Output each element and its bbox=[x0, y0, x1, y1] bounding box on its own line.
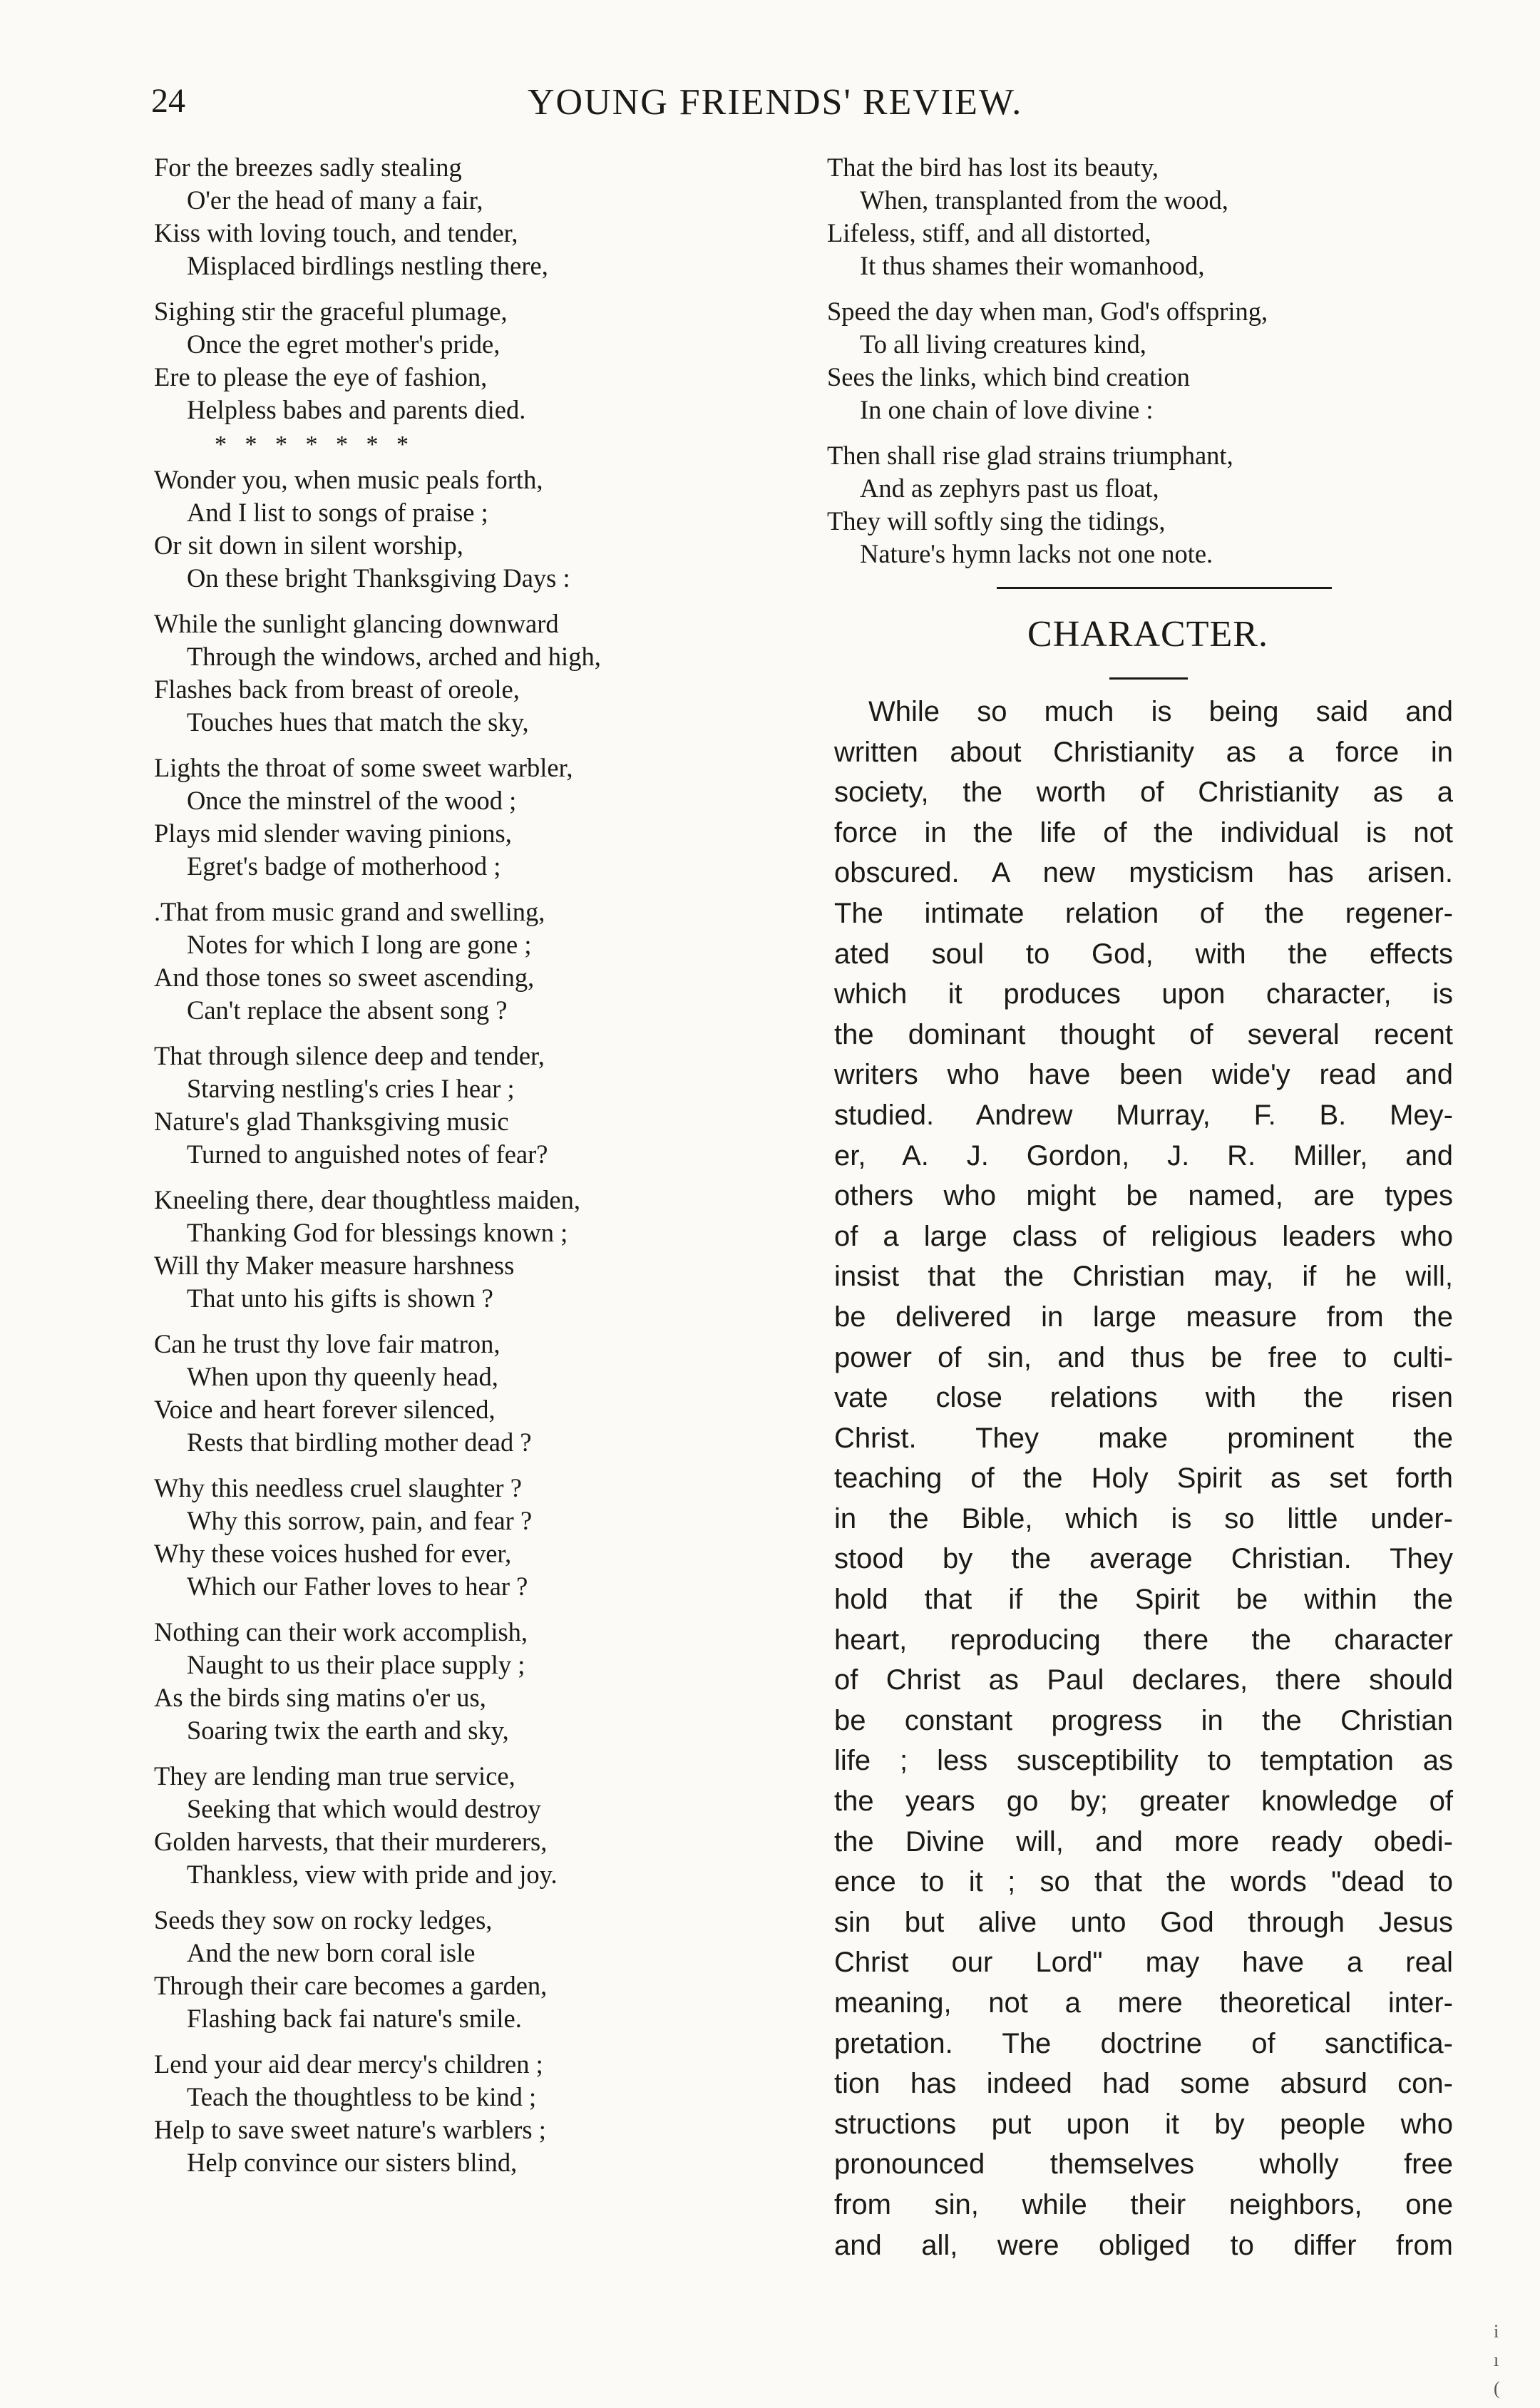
poem-line: Touches hues that match the sky, bbox=[187, 707, 529, 737]
poem_left-stanza bbox=[154, 1904, 796, 2035]
poem-line: O'er the head of many a fair, bbox=[187, 185, 483, 215]
poem-line: Notes for which I long are gone ; bbox=[187, 930, 532, 959]
article-line: er, A. J. Gordon, J. R. Miller, and bbox=[834, 1139, 1453, 1172]
margin-mark-1: i bbox=[1494, 2321, 1499, 2342]
poem-line: Thanking God for blessings known ; bbox=[187, 1218, 568, 1247]
poem_right-stanza bbox=[827, 439, 1469, 570]
poem-line: Flashes back from breast of oreole, bbox=[154, 675, 520, 704]
article-body bbox=[834, 692, 1453, 2265]
poem-line: They are lending man true service, bbox=[154, 1761, 515, 1790]
article-line: structions put upon it by people who bbox=[834, 2108, 1453, 2140]
poem-line: It thus shames their womanhood, bbox=[860, 251, 1205, 280]
poem_right-stanza bbox=[827, 151, 1469, 282]
article-line: life ; less susceptibility to temptation as bbox=[834, 1745, 1453, 1777]
poem-line: Kiss with loving touch, and tender, bbox=[154, 218, 518, 247]
article-line: from sin, while their neighbors, one bbox=[834, 2188, 1453, 2220]
poem-line: Rests that birdling mother dead ? bbox=[187, 1428, 532, 1457]
poem-line: Which our Father loves to hear ? bbox=[187, 1572, 528, 1601]
poem_left-stanza bbox=[154, 1760, 796, 1891]
article-line: of a large class of religious leaders who bbox=[834, 1220, 1453, 1252]
article-line: tion has indeed had some absurd con- bbox=[834, 2068, 1453, 2100]
article-heading: CHARACTER. bbox=[1027, 614, 1268, 655]
article-line: power of sin, and thus be free to culti- bbox=[834, 1341, 1453, 1373]
page-number: 24 bbox=[151, 82, 185, 120]
poem-line: Sighing stir the graceful plumage, bbox=[154, 297, 508, 326]
poem-line: Sees the links, which bind creation bbox=[827, 362, 1190, 391]
poem-line: They will softly sing the tidings, bbox=[827, 506, 1166, 536]
article-line: the years go by; greater knowledge of bbox=[834, 1785, 1453, 1818]
poem-line: Why this needless cruel slaughter ? bbox=[154, 1473, 522, 1502]
poem-line: Once the minstrel of the wood ; bbox=[187, 786, 517, 815]
poem-line: Then shall rise glad strains triumphant, bbox=[827, 441, 1233, 470]
poem-line: Through the windows, arched and high, bbox=[187, 642, 601, 671]
poem-line: Naught to us their place supply ; bbox=[187, 1650, 525, 1679]
poem-left-column bbox=[154, 151, 796, 2192]
poem-line: Lifeless, stiff, and all distorted, bbox=[827, 218, 1151, 247]
article-line: written about Christianity as a force in bbox=[834, 736, 1453, 768]
poem-line: Soaring twix the earth and sky, bbox=[187, 1716, 509, 1745]
poem-line: Help to save sweet nature's warblers ; bbox=[154, 2115, 546, 2144]
poem-line: Starving nestling's cries I hear ; bbox=[187, 1074, 515, 1103]
margin-mark-2: ı bbox=[1494, 2350, 1499, 2370]
poem-line: That unto his gifts is shown ? bbox=[187, 1284, 493, 1313]
poem-line: That through silence deep and tender, bbox=[154, 1041, 545, 1070]
poem_left-stanza bbox=[154, 1040, 796, 1171]
poem-line: Speed the day when man, God's offspring, bbox=[827, 297, 1268, 326]
poem-line: Nothing can their work accomplish, bbox=[154, 1617, 528, 1646]
article-line: the dominant thought of several recent bbox=[834, 1018, 1453, 1050]
poem-line: Turned to anguished notes of fear? bbox=[187, 1139, 548, 1169]
poem-line: Lend your aid dear mercy's children ; bbox=[154, 2049, 543, 2079]
poem-line: Flashing back fai nature's smile. bbox=[187, 2004, 522, 2033]
article-line: in the Bible, which is so little under- bbox=[834, 1502, 1453, 1535]
poem-line: Lights the throat of some sweet warbler, bbox=[154, 753, 573, 782]
section-break-asterisks: * * * * * * * bbox=[215, 431, 409, 458]
poem-line: Why these voices hushed for ever, bbox=[154, 1539, 512, 1568]
poem-line: Help convince our sisters blind, bbox=[187, 2148, 518, 2177]
poem-line: And I list to songs of praise ; bbox=[187, 498, 488, 527]
poem-line: Thankless, view with pride and joy. bbox=[187, 1860, 558, 1889]
poem_left-stanza bbox=[154, 1472, 796, 1603]
poem_left-stanza bbox=[154, 1328, 796, 1459]
poem-line: Teach the thoughtless to be kind ; bbox=[187, 2082, 537, 2111]
article-line: obscured. A new mysticism has arisen. bbox=[834, 857, 1453, 889]
article-line: Christ our Lord" may have a real bbox=[834, 1947, 1453, 1979]
poem-line: Seeds they sow on rocky ledges, bbox=[154, 1905, 493, 1935]
article-line: heart, reproducing there the character bbox=[834, 1624, 1453, 1656]
article-line: ence to it ; so that the words "dead to bbox=[834, 1866, 1453, 1898]
article-line: While so much is being said and bbox=[868, 696, 1453, 727]
poem-line: And as zephyrs past us float, bbox=[860, 473, 1159, 503]
poem-line: As the birds sing matins o'er us, bbox=[154, 1683, 486, 1712]
poem-line: And the new born coral isle bbox=[187, 1938, 476, 1967]
poem_left-stanza bbox=[154, 2048, 796, 2179]
article-line: of Christ as Paul declares, there should bbox=[834, 1664, 1453, 1696]
poem-line: And those tones so sweet ascending, bbox=[154, 963, 535, 992]
poem-line: That the bird has lost its beauty, bbox=[827, 153, 1159, 182]
poem-line: Once the egret mother's pride, bbox=[187, 329, 500, 359]
article-line: others who might be named, are types bbox=[834, 1180, 1453, 1212]
poem-line: Can he trust thy love fair matron, bbox=[154, 1329, 500, 1358]
poem-line: Can't replace the absent song ? bbox=[187, 995, 508, 1025]
poem-line: Ere to please the eye of fashion, bbox=[154, 362, 488, 391]
poem_left-stanza bbox=[154, 608, 796, 739]
poem-line: Golden harvests, that their murderers, bbox=[154, 1827, 548, 1856]
poem_left-stanza bbox=[154, 463, 796, 595]
poem-line: For the breezes sadly stealing bbox=[154, 153, 462, 182]
poem-line: Egret's badge of motherhood ; bbox=[187, 851, 501, 881]
poem_left-stanza bbox=[154, 295, 796, 426]
article-line: vate close relations with the risen bbox=[834, 1382, 1453, 1414]
poem-line: Plays mid slender waving pinions, bbox=[154, 819, 512, 848]
poem-line: On these bright Thanksgiving Days : bbox=[187, 563, 570, 593]
article-line: meaning, not a mere theoretical inter- bbox=[834, 1987, 1453, 2019]
poem-line: Seeking that which would destroy bbox=[187, 1794, 541, 1823]
poem_left-stanza bbox=[154, 1184, 796, 1315]
poem-line: To all living creatures kind, bbox=[860, 329, 1146, 359]
article-line: insist that the Christian may, if he will, bbox=[834, 1261, 1453, 1293]
poem-line: Voice and heart forever silenced, bbox=[154, 1395, 496, 1424]
article-line: hold that if the Spirit be within the bbox=[834, 1584, 1453, 1616]
poem-line: Helpless babes and parents died. bbox=[187, 395, 526, 424]
heading-underline bbox=[1109, 677, 1188, 680]
poem_left-stanza bbox=[154, 1616, 796, 1747]
poem_left-stanza bbox=[154, 896, 796, 1027]
article-line: which it produces upon character, is bbox=[834, 978, 1453, 1010]
poem-line: Nature's hymn lacks not one note. bbox=[860, 539, 1213, 568]
article-line: and all, were obliged to differ from bbox=[834, 2229, 1453, 2261]
article-line: teaching of the Holy Spirit as set forth bbox=[834, 1462, 1453, 1495]
poem-line: While the sunlight glancing downward bbox=[154, 609, 559, 638]
margin-marks bbox=[1494, 2317, 1508, 2403]
poem-line: Will thy Maker measure harshness bbox=[154, 1251, 515, 1280]
article-line: be constant progress in the Christian bbox=[834, 1704, 1453, 1736]
poem-line: When upon thy queenly head, bbox=[187, 1362, 498, 1391]
article-line: pretation. The doctrine of sanctifica- bbox=[834, 2027, 1453, 2059]
poem-right-column bbox=[827, 151, 1469, 583]
poem-line: .That from music grand and swelling, bbox=[154, 897, 545, 926]
article-line: be delivered in large measure from the bbox=[834, 1301, 1453, 1333]
running-title: YOUNG FRIENDS' REVIEW. bbox=[528, 82, 1023, 123]
section-divider bbox=[997, 587, 1332, 589]
poem-line: Wonder you, when music peals forth, bbox=[154, 465, 543, 494]
poem-line: Misplaced birdlings nestling there, bbox=[187, 251, 548, 280]
poem-line: When, transplanted from the wood, bbox=[860, 185, 1228, 215]
article-line: sin but alive unto God through Jesus bbox=[834, 1906, 1453, 1938]
poem-line: Or sit down in silent worship, bbox=[154, 531, 463, 560]
poem-line: Nature's glad Thanksgiving music bbox=[154, 1107, 509, 1136]
poem-line: In one chain of love divine : bbox=[860, 395, 1154, 424]
poem_right-stanza bbox=[827, 295, 1469, 426]
article-line: pronounced themselves wholly free bbox=[834, 2148, 1453, 2181]
article-line: force in the life of the individual is not bbox=[834, 816, 1453, 849]
poem-line: Through their care becomes a garden, bbox=[154, 1971, 548, 2000]
poem-line: Kneeling there, dear thoughtless maiden, bbox=[154, 1185, 581, 1214]
article-line: writers who have been wide'y read and bbox=[834, 1059, 1453, 1091]
article-line: the Divine will, and more ready obedi- bbox=[834, 1825, 1453, 1858]
article-line: ated soul to God, with the effects bbox=[834, 938, 1453, 970]
article-line: studied. Andrew Murray, F. B. Mey- bbox=[834, 1099, 1453, 1131]
article-line: Christ. They make prominent the bbox=[834, 1422, 1453, 1454]
poem_left-stanza bbox=[154, 151, 796, 282]
article-line: society, the worth of Christianity as a bbox=[834, 777, 1453, 809]
poem_left-stanza bbox=[154, 752, 796, 883]
article-line: The intimate relation of the regener- bbox=[834, 897, 1453, 929]
margin-mark-3: ( bbox=[1494, 2378, 1500, 2399]
article-line: stood by the average Christian. They bbox=[834, 1543, 1453, 1575]
poem-line: Why this sorrow, pain, and fear ? bbox=[187, 1506, 533, 1535]
